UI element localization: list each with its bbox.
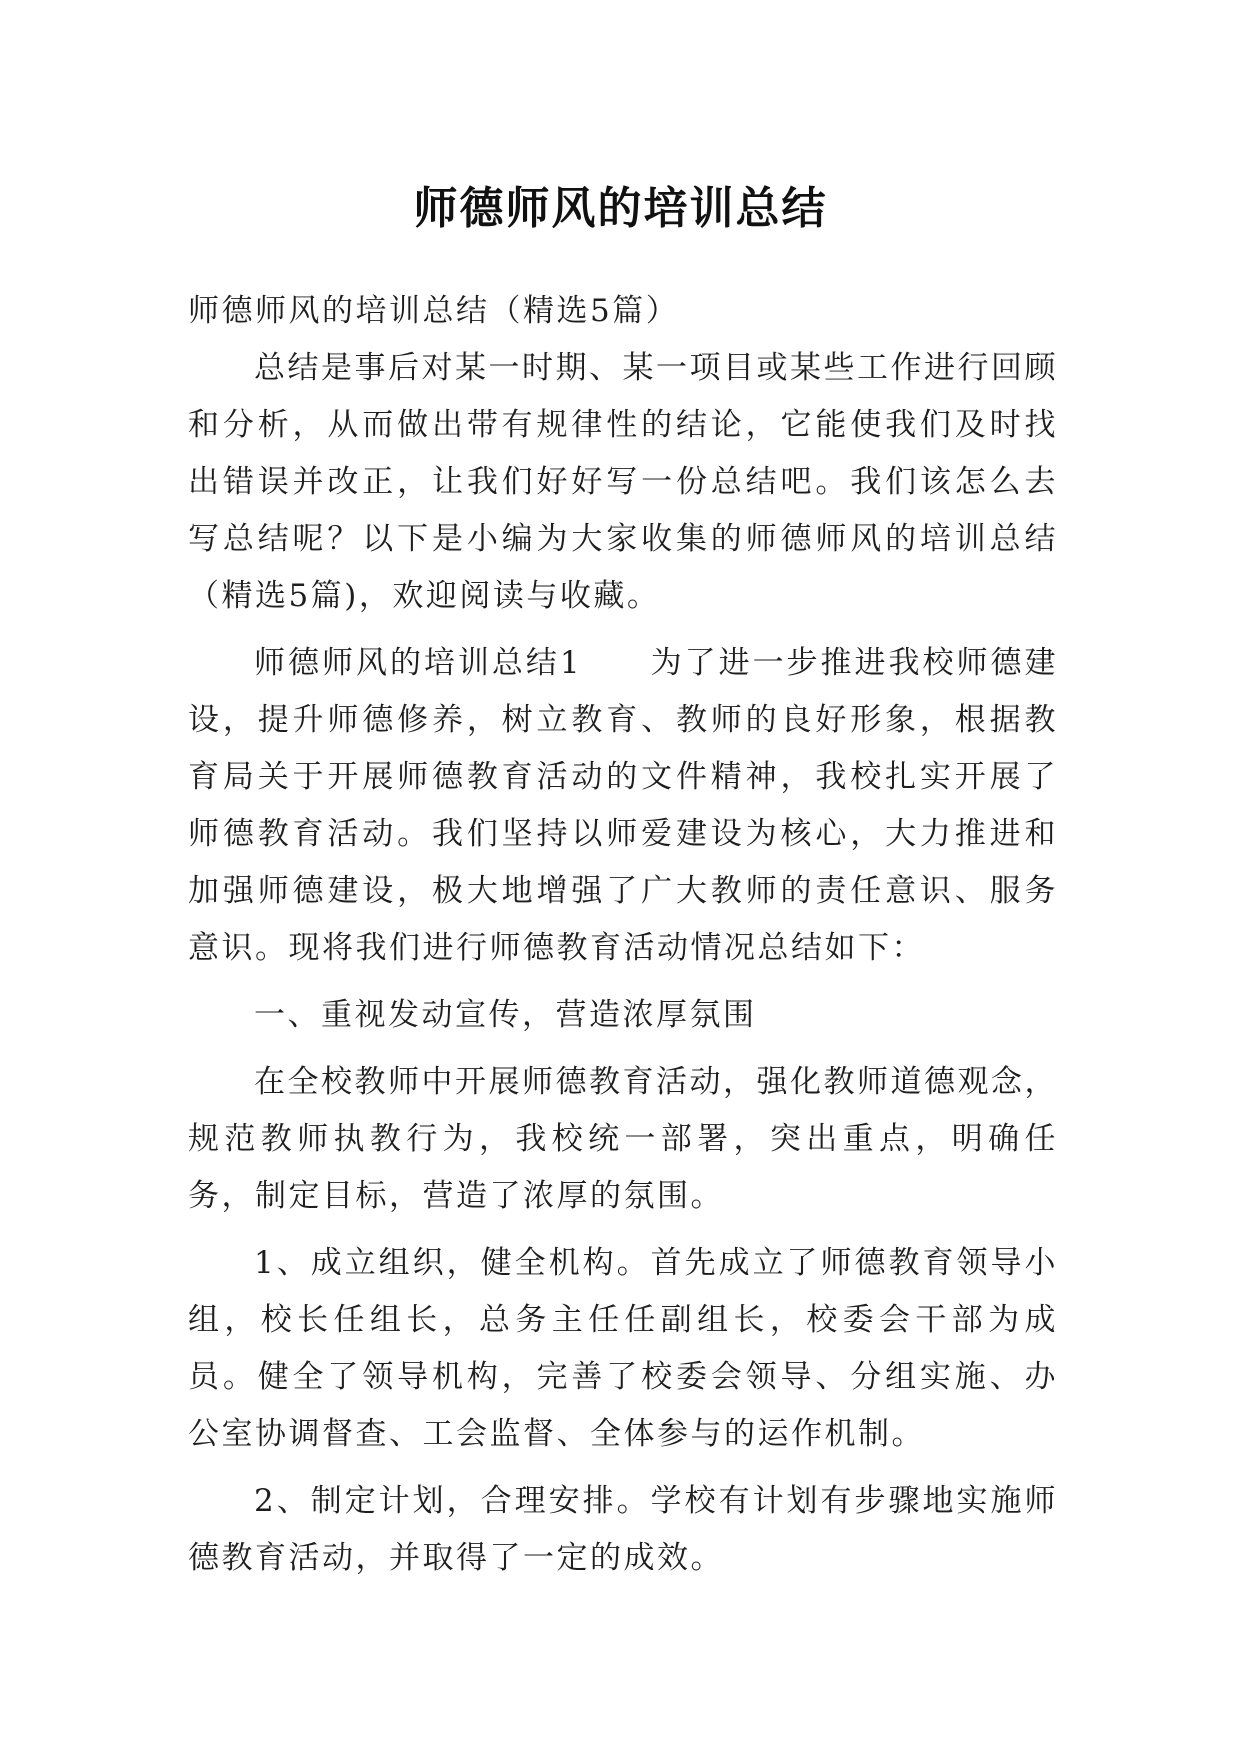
body-paragraph: 2、制定计划，合理安排。学校有计划有步骤地实施师德教育活动，并取得了一定的成效。 [188, 1483, 1058, 1576]
document-title: 师德师风的培训总结 [413, 183, 828, 235]
section-heading: 一、重视发动宣传，营造浓厚氛围 [254, 997, 757, 1033]
document-body [188, 283, 1058, 1587]
body-paragraph: 1、成立组织，健全机构。首先成立了师德教育领导小组，校长任组长，总务主任任副组长，校委会干部为成员。健全了领导机构，完善了校委会领导、分组实施、办公室协调督查、工会监督、全体参与的运作机制。 [188, 1245, 1058, 1452]
intro-paragraph: 总结是事后对某一时期、某一项目或某些工作进行回顾和分析，从而做出带有规律性的结论，它能使我们及时找出错误并改正，让我们好好写一份总结吧。我们该怎么去写总结呢？以下是小编为大家收集的师德师风的培训总结（精选5篇)，欢迎阅读与收藏。 [188, 350, 1058, 614]
document-subtitle: 师德师风的培训总结（精选5篇） [188, 293, 680, 329]
body-paragraph: 在全校教师中开展师德教育活动，强化教师道德观念，规范教师执教行为，我校统一部署，突出重点，明确任务，制定目标，营造了浓厚的氛围。 [188, 1064, 1058, 1214]
summary-one-paragraph: 师德师风的培训总结1 为了进一步推进我校师德建设，提升师德修养，树立教育、教师的良好形象，根据教育局关于开展师德教育活动的文件精神，我校扎实开展了师德教育活动。我们坚持以师爱建设为核心，大力推进和加强师德建设，极大地增强了广大教师的责任意识、服务意识。现将我们进行师德教育活动情况总结如下： [188, 645, 1058, 966]
